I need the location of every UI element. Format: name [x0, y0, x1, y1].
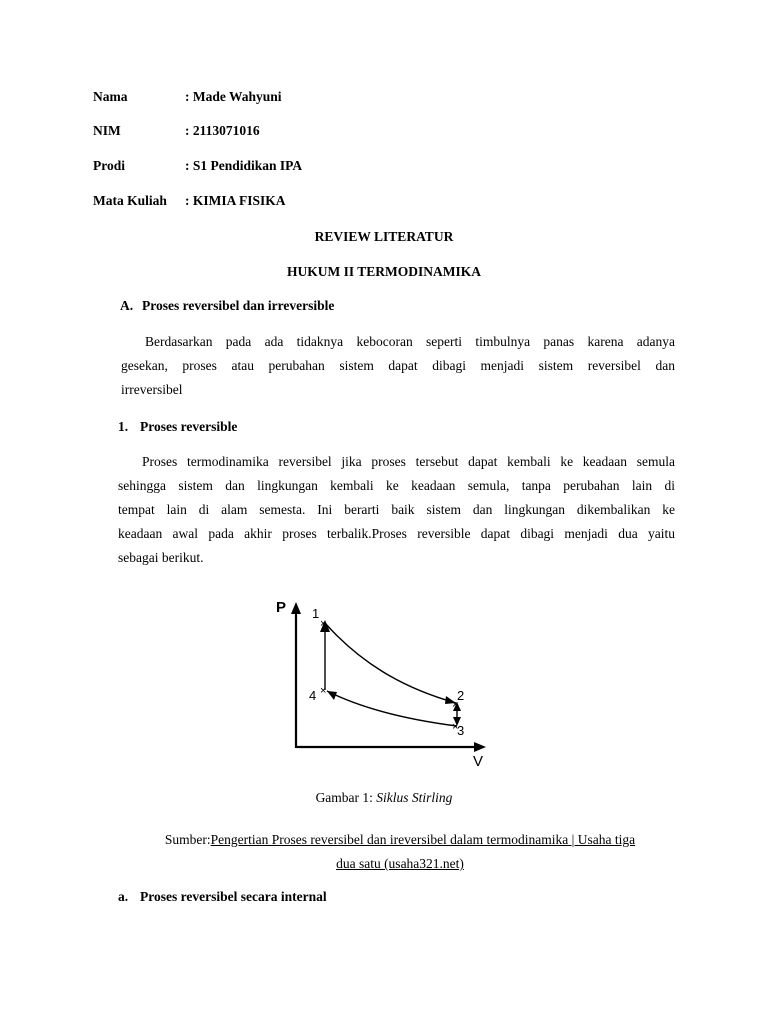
- source-link[interactable]: Pengertian Proses reversibel dan ireversibel dalam termodinamika | Usaha tiga: [210, 832, 636, 847]
- section-1-heading: [118, 419, 237, 435]
- point-marker-1: ×: [320, 618, 327, 630]
- isotherm-lower: [327, 691, 457, 726]
- stirling-cycle-diagram: [270, 590, 500, 770]
- paragraph-line: sebagai berikut.: [118, 550, 204, 565]
- document-subtitle: HUKUM II TERMODINAMIKA: [286, 264, 481, 279]
- section-number: 1.: [118, 419, 129, 434]
- section-number: a.: [118, 889, 129, 904]
- bio-value: : Made Wahyuni: [185, 89, 282, 104]
- point-label-1: 1: [312, 606, 320, 621]
- bio-label: Mata Kuliah: [93, 193, 167, 208]
- paragraph-line: Proses termodinamika reversibel jika proses tersebut dapat kembali ke keadaan semula: [142, 454, 675, 469]
- v-axis-label: V: [473, 753, 484, 770]
- paragraph-line: irreversibel: [121, 382, 183, 397]
- paragraph-line: gesekan, proses atau perubahan sistem dapat dibagi menjadi sistem reversibel dan: [121, 358, 675, 373]
- section-title: Proses reversibel secara internal: [140, 889, 327, 904]
- bio-value: : S1 Pendidikan IPA: [185, 158, 303, 173]
- bio-row-prodi: [93, 158, 302, 174]
- section-a-heading: [120, 298, 334, 314]
- p-axis-arrow: [291, 602, 301, 614]
- bio-row-nama: [93, 89, 282, 105]
- bio-row-nim: [93, 123, 260, 139]
- caption-prefix: Gambar 1:: [315, 790, 377, 805]
- point-label-4: 4: [309, 688, 317, 703]
- paragraph-line: tempat lain di alam semesta. Ini berarti baik sistem dan lingkungan dikembalikan ke: [118, 502, 675, 517]
- point-marker-3: ×: [452, 721, 459, 733]
- source-link-continued[interactable]: dua satu (usaha321.net): [336, 856, 464, 871]
- figure-caption: [0, 790, 768, 806]
- section-number: A.: [120, 298, 134, 313]
- paragraph-line: keadaan awal pada akhir proses terbalik.Proses reversible dapat dibagi menjadi dua yaitu: [118, 526, 675, 541]
- section-title: Proses reversibel dan irreversible: [142, 298, 335, 313]
- v-axis-arrow: [474, 742, 486, 752]
- bio-value: : 2113071016: [185, 123, 260, 138]
- point-label-2: 2: [457, 688, 465, 703]
- section-a-sub-heading: [118, 889, 327, 905]
- section-title: Proses reversible: [140, 419, 238, 434]
- section-1-paragraph: [118, 450, 675, 570]
- bio-row-mata-kuliah: [93, 193, 286, 209]
- source-prefix: Sumber:: [164, 832, 211, 847]
- isotherm-upper: [325, 623, 456, 703]
- point-marker-4: ×: [320, 685, 327, 697]
- document-title: REVIEW LITERATUR: [314, 229, 454, 244]
- bio-label: NIM: [93, 123, 121, 138]
- paragraph-line: sehingga sistem dan lingkungan kembali ke keadaan semula, tanpa perubahan lain di: [118, 478, 675, 493]
- figure-source: [120, 828, 680, 876]
- p-axis-label: P: [276, 599, 287, 616]
- caption-italic: Siklus Stirling: [376, 790, 453, 805]
- bio-label: Nama: [93, 89, 128, 104]
- bio-label: Prodi: [93, 158, 126, 173]
- bio-value: : KIMIA FISIKA: [185, 193, 286, 208]
- arrow-3-to-4: [327, 691, 337, 700]
- paragraph-line: Berdasarkan pada ada tidaknya kebocoran seperti timbulnya panas karena adanya: [145, 334, 675, 349]
- point-label-3: 3: [457, 723, 465, 738]
- point-marker-2: ×: [452, 699, 459, 711]
- section-a-paragraph: [121, 330, 675, 402]
